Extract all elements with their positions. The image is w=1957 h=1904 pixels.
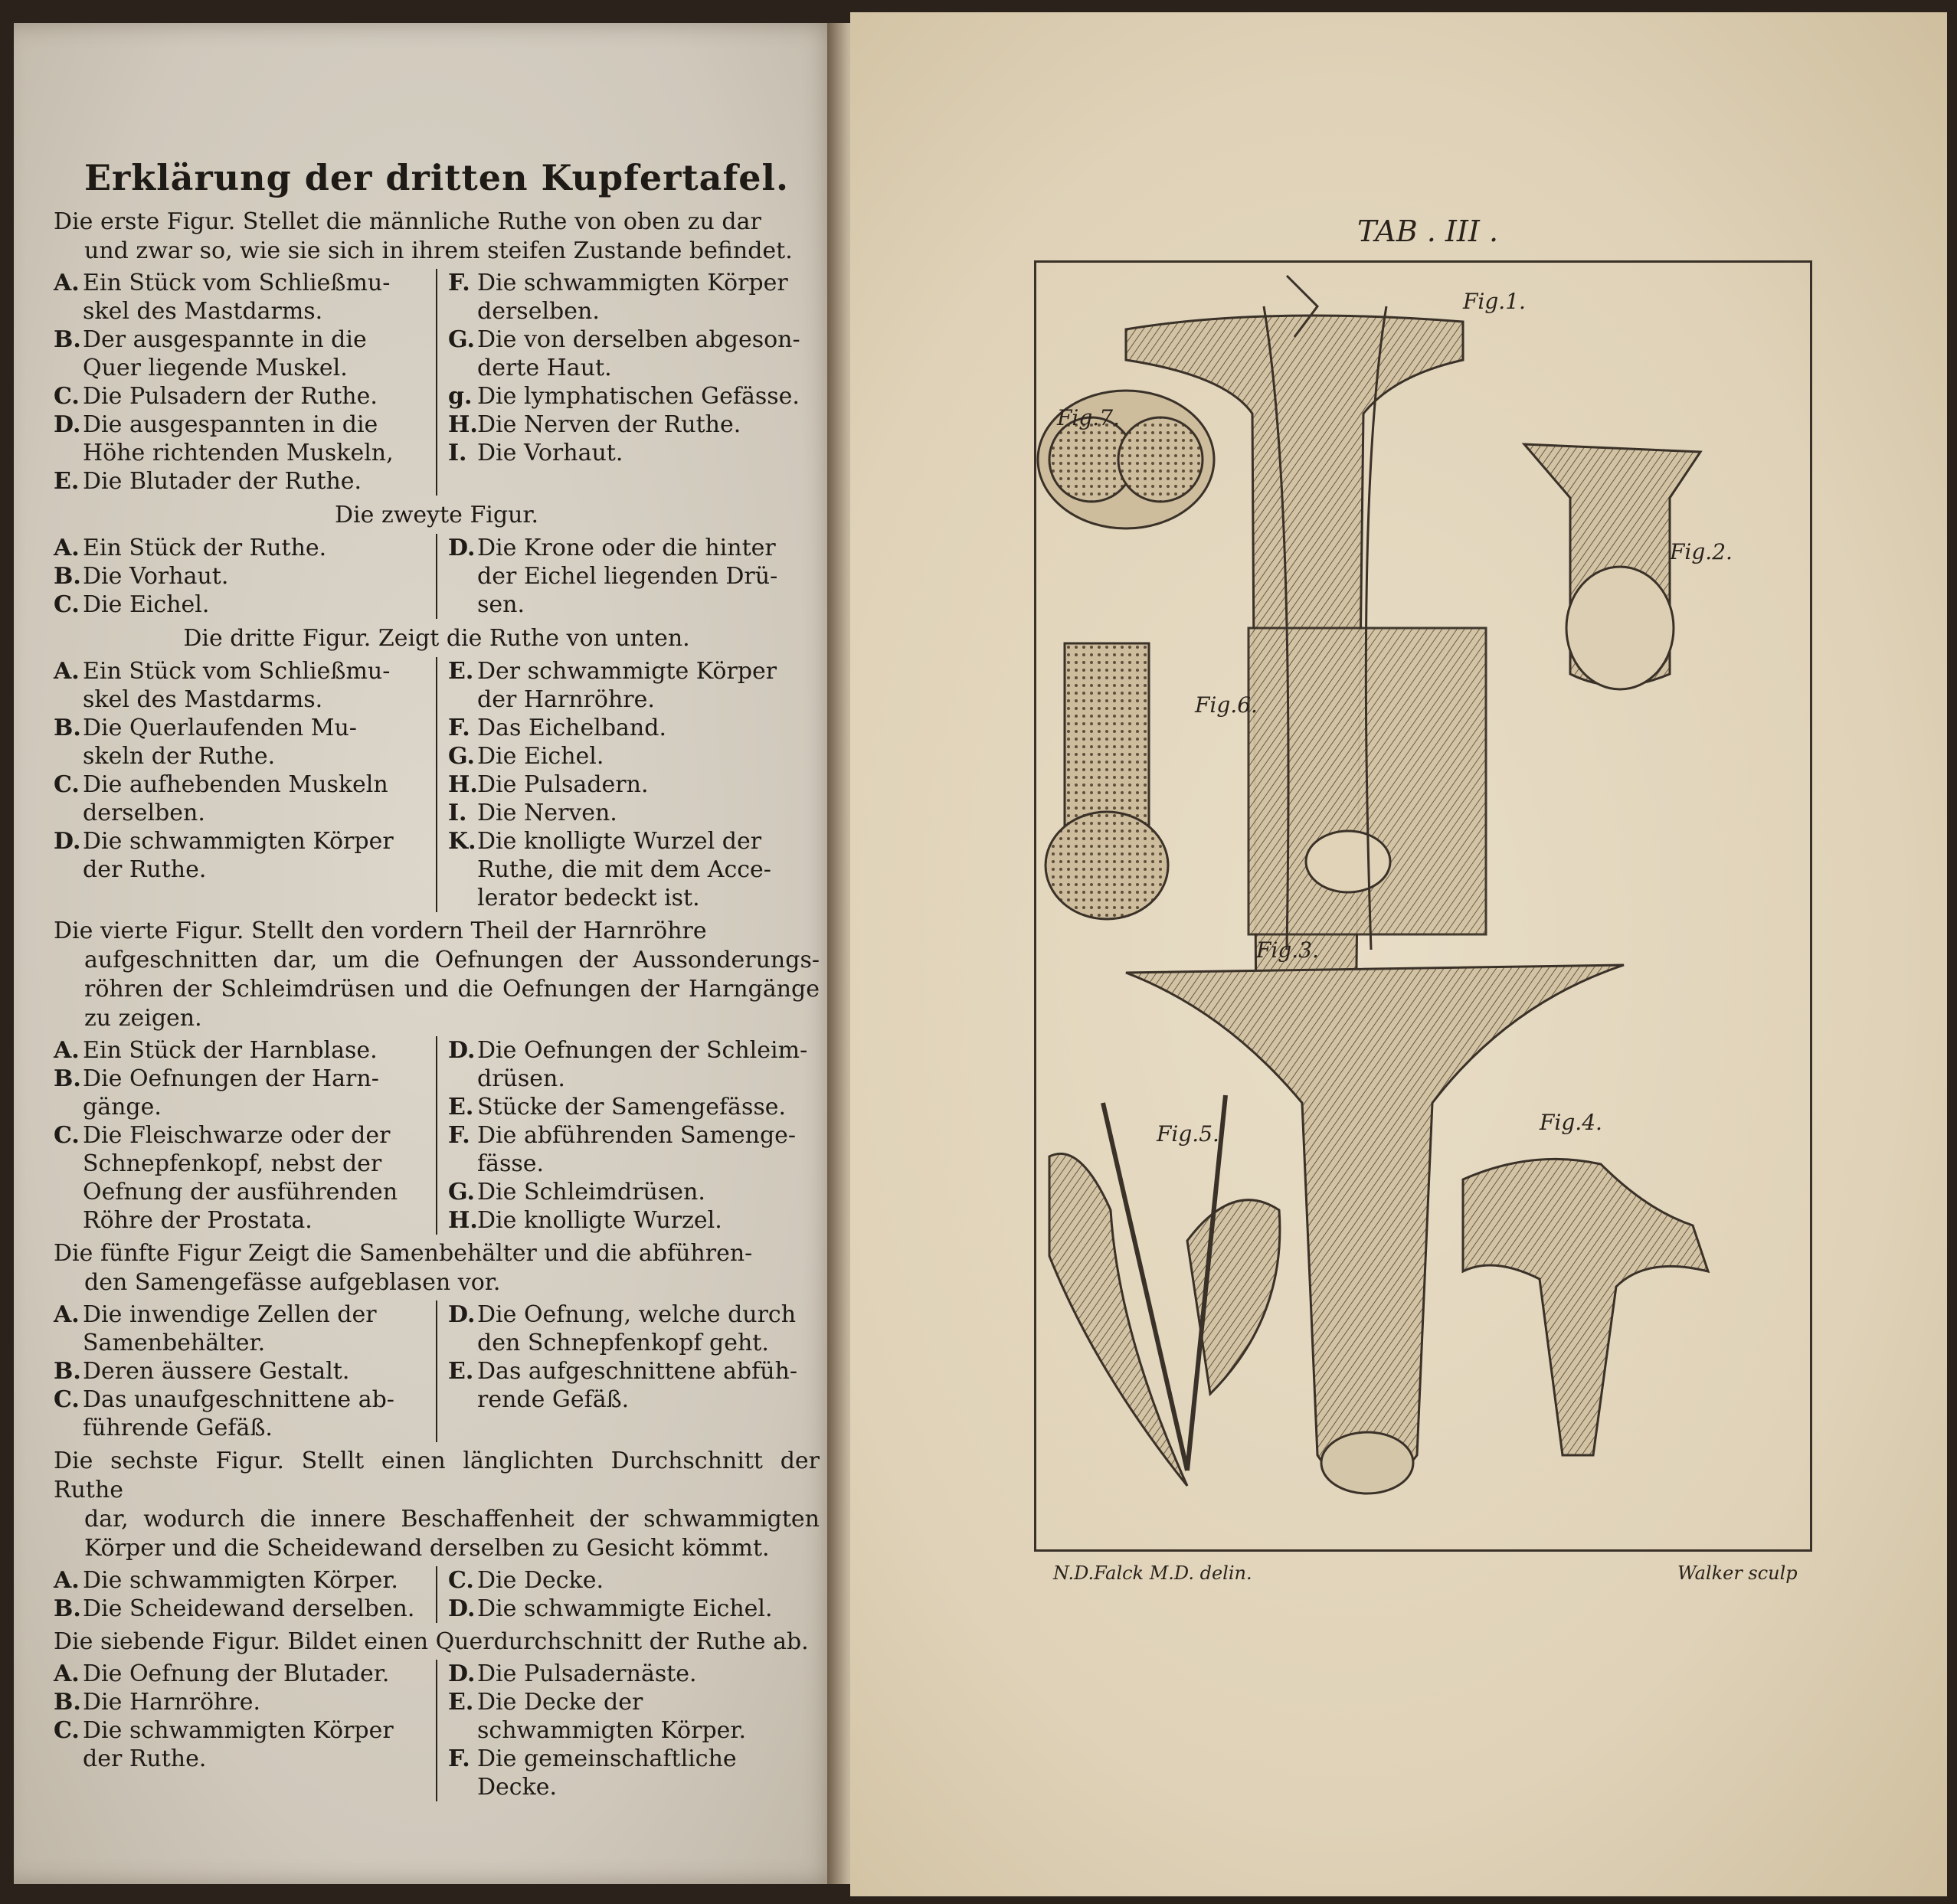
legend-key: G. xyxy=(448,326,475,353)
legend-text: Die Eichel. xyxy=(477,743,604,770)
legend-text: Die ausgespannten in die Höhe richtenden Muskeln, xyxy=(83,411,394,466)
legend-key: C. xyxy=(54,591,80,618)
fig5-intro xyxy=(54,1239,820,1297)
legend-text: Die abführenden Samenge- fässe. xyxy=(477,1122,797,1177)
fig6-legend xyxy=(54,1566,820,1623)
fig1-legend xyxy=(54,269,820,496)
legend-key: D. xyxy=(448,1037,476,1064)
legend-key: F. xyxy=(448,270,470,296)
legend-text: Die schwammigten Körper derselben. xyxy=(477,270,788,325)
legend-key: F. xyxy=(448,1745,470,1772)
legend-text: Ein Stück der Ruthe. xyxy=(83,535,327,561)
legend-entry xyxy=(54,714,425,770)
legend-text: Ein Stück vom Schließmu- skel des Mastdarms. xyxy=(83,658,391,713)
legend-text: Die Oefnung, welche durch den Schnepfenkopf geht. xyxy=(477,1301,797,1356)
fig5-caption: Fig.5. xyxy=(1157,1121,1219,1147)
fig6-caption: Fig.6. xyxy=(1195,692,1258,718)
legend-key: A. xyxy=(54,1660,80,1687)
legend-entry xyxy=(54,326,425,382)
legend-key: A. xyxy=(54,658,80,685)
legend-entry xyxy=(448,1121,820,1178)
legend-entry xyxy=(54,467,425,496)
legend-entry xyxy=(448,1745,820,1801)
legend-entry xyxy=(448,770,820,799)
legend-entry xyxy=(54,1566,425,1595)
fig6-legend-right xyxy=(437,1566,820,1623)
fig1-legend-left xyxy=(54,269,437,496)
legend-entry xyxy=(448,1595,820,1623)
fig4-legend-left xyxy=(54,1036,437,1235)
legend-text: Die Schleimdrüsen. xyxy=(477,1179,705,1206)
legend-text: Die schwammigten Körper. xyxy=(83,1567,398,1594)
legend-key: C. xyxy=(448,1567,474,1594)
legend-text: Stücke der Samengefässe. xyxy=(477,1094,787,1120)
legend-entry xyxy=(54,562,425,591)
legend-key: E. xyxy=(448,1358,474,1385)
legend-entry xyxy=(448,827,820,912)
legend-entry xyxy=(448,1036,820,1093)
legend-key: A. xyxy=(54,1037,80,1064)
legend-text: Die Pulsadern der Ruthe. xyxy=(83,383,378,410)
legend-entry xyxy=(54,1065,425,1121)
fig1-legend-right xyxy=(437,269,820,496)
legend-entry xyxy=(54,827,425,884)
legend-text: Die Eichel. xyxy=(83,591,210,618)
legend-entry xyxy=(54,1660,425,1688)
legend-key: E. xyxy=(54,468,80,495)
page-title: Erklärung der dritten Kupfertafel. xyxy=(84,157,789,198)
legend-key: F. xyxy=(448,715,470,741)
legend-text: Die Oefnung der Blutader. xyxy=(83,1660,390,1687)
legend-entry xyxy=(54,1357,425,1385)
legend-entry xyxy=(54,1300,425,1357)
legend-text: Das Eichelband. xyxy=(477,715,666,741)
legend-entry xyxy=(54,269,425,326)
figure-5-drawing xyxy=(1049,1095,1280,1486)
legend-entry xyxy=(54,591,425,619)
fig6-intro-line2: dar, wodurch die innere Beschaffenheit der schwammigten Körper und die Scheidewand derselben zu Gesicht kömmt. xyxy=(84,1506,820,1562)
legend-entry xyxy=(448,439,820,467)
fig7-legend-left xyxy=(54,1660,437,1801)
fig4-intro xyxy=(54,917,820,1033)
legend-key: B. xyxy=(54,563,81,590)
legend-key: I. xyxy=(448,440,467,466)
fig7-intro: Die siebende Figur. Bildet einen Querdurchschnitt der Ruthe ab. xyxy=(54,1628,809,1655)
fig2-legend xyxy=(54,534,820,619)
fig5-legend xyxy=(54,1300,820,1442)
fig6-legend-left xyxy=(54,1566,437,1623)
legend-entry xyxy=(448,1688,820,1745)
legend-key: B. xyxy=(54,1358,81,1385)
legend-key: E. xyxy=(448,1689,474,1716)
legend-entry xyxy=(448,742,820,770)
fig3-legend-right xyxy=(437,657,820,912)
fig3-caption: Fig.3. xyxy=(1256,937,1319,963)
legend-key: B. xyxy=(54,715,81,741)
legend-entry xyxy=(54,1716,425,1773)
legend-key: C. xyxy=(54,383,80,410)
legend-key: D. xyxy=(448,1301,476,1328)
legend-text: Die Blutader der Ruthe. xyxy=(83,468,362,495)
figure-4-drawing xyxy=(1463,1159,1708,1455)
legend-entry xyxy=(448,1566,820,1595)
legend-key: H. xyxy=(448,1207,478,1234)
figure-6-drawing xyxy=(1046,643,1168,919)
legend-text: Die lymphatischen Gefässe. xyxy=(477,383,800,410)
fig4-intro-line2: aufgeschnitten dar, um die Oefnungen der Aussonderungs- röhren der Schleimdrüsen und die Oefnungen der Harngänge zu zeigen. xyxy=(84,947,820,1032)
fig6-intro-line1: Die sechste Figur. Stellt einen länglichten Durchschnitt der Ruthe xyxy=(54,1448,820,1503)
figure-1-drawing xyxy=(1126,276,1486,1026)
legend-text: Die von derselben abgeson- derte Haut. xyxy=(477,326,800,381)
legend-text: Die schwammigte Eichel. xyxy=(477,1595,773,1622)
legend-text: Die Pulsadern. xyxy=(477,771,649,798)
anatomical-plate-illustration xyxy=(1034,260,1808,1547)
legend-key: B. xyxy=(54,1689,81,1716)
legend-key: F. xyxy=(448,1122,470,1149)
legend-text: Die Krone oder die hinter der Eichel liegenden Drü- sen. xyxy=(477,535,778,618)
legend-key: E. xyxy=(448,1094,474,1120)
legend-entry xyxy=(448,657,820,714)
legend-entry xyxy=(54,411,425,467)
legend-entry xyxy=(448,1357,820,1414)
fig5-intro-line1: Die fünfte Figur Zeigt die Samenbehälter und die abführen- xyxy=(54,1240,753,1267)
legend-text: Ein Stück vom Schließmu- skel des Mastdarms. xyxy=(83,270,391,325)
legend-key: K. xyxy=(448,828,476,855)
legend-key: G. xyxy=(448,1179,475,1206)
fig3-heading: Die dritte Figur. Zeigt die Ruthe von unten. xyxy=(183,625,690,652)
legend-key: C. xyxy=(54,1122,80,1149)
legend-text: Die Nerven. xyxy=(477,800,617,826)
legend-entry xyxy=(54,1036,425,1065)
legend-entry xyxy=(54,770,425,827)
legend-entry xyxy=(54,1595,425,1623)
legend-key: B. xyxy=(54,326,81,353)
legend-key: D. xyxy=(448,535,476,561)
fig5-intro-line2: den Samengefässe aufgeblasen vor. xyxy=(84,1269,501,1296)
legend-entry xyxy=(448,1660,820,1688)
legend-key: H. xyxy=(448,771,478,798)
legend-text: Die inwendige Zellen der Samenbehälter. xyxy=(83,1301,377,1356)
legend-text: Die schwammigten Körper der Ruthe. xyxy=(83,1717,394,1772)
explanation-text xyxy=(54,157,820,1806)
legend-key: C. xyxy=(54,1717,80,1744)
delineator-credit: N.D.Falck M.D. delin. xyxy=(1053,1562,1252,1584)
legend-key: I. xyxy=(448,800,467,826)
legend-text: Die Decke. xyxy=(477,1567,604,1594)
fig4-legend-right xyxy=(437,1036,820,1235)
fig1-intro-line1: Die erste Figur. Stellet die männliche Ruthe von oben zu dar xyxy=(54,208,761,235)
legend-text: Die Querlaufenden Mu- skeln der Ruthe. xyxy=(83,715,357,770)
legend-key: D. xyxy=(448,1595,476,1622)
legend-key: E. xyxy=(448,658,474,685)
fig7-legend xyxy=(54,1660,820,1801)
legend-entry xyxy=(448,326,820,382)
legend-entry xyxy=(448,1206,820,1235)
legend-key: A. xyxy=(54,1567,80,1594)
legend-key: B. xyxy=(54,1065,81,1092)
legend-text: Die knolligte Wurzel. xyxy=(477,1207,722,1234)
legend-entry xyxy=(448,534,820,619)
legend-entry xyxy=(54,534,425,562)
legend-text: Die Harnröhre. xyxy=(83,1689,261,1716)
legend-key: D. xyxy=(54,411,81,438)
legend-text: Das aufgeschnittene abfüh- rende Gefäß. xyxy=(477,1358,798,1413)
legend-text: Ein Stück der Harnblase. xyxy=(83,1037,378,1064)
legend-entry xyxy=(448,411,820,439)
legend-text: Der schwammigte Körper der Harnröhre. xyxy=(477,658,777,713)
legend-text: Die knolligte Wurzel der Ruthe, die mit dem Acce- lerator bedeckt ist. xyxy=(477,828,771,911)
legend-text: Die Fleischwarze oder der Schnepfenkopf, nebst der Oefnung der ausführenden Röhre der Prostata. xyxy=(83,1122,398,1234)
legend-key: D. xyxy=(448,1660,476,1687)
fig2-heading: Die zweyte Figur. xyxy=(335,502,538,528)
legend-text: Die Oefnungen der Harn- gänge. xyxy=(83,1065,379,1120)
legend-entry xyxy=(54,657,425,714)
legend-key: B. xyxy=(54,1595,81,1622)
legend-key: H. xyxy=(448,411,478,438)
legend-key: D. xyxy=(54,828,81,855)
fig3-legend-left xyxy=(54,657,437,912)
fig2-legend-left xyxy=(54,534,437,619)
fig6-intro xyxy=(54,1447,820,1563)
legend-key: A. xyxy=(54,270,80,296)
fig4-caption: Fig.4. xyxy=(1540,1110,1602,1135)
legend-entry xyxy=(448,382,820,411)
fig5-legend-right xyxy=(437,1300,820,1442)
fig2-legend-right xyxy=(437,534,820,619)
legend-text: Die Vorhaut. xyxy=(83,563,229,590)
legend-text: Die Nerven der Ruthe. xyxy=(477,411,741,438)
legend-text: Die Scheidewand derselben. xyxy=(83,1595,415,1622)
legend-text: Die schwammigten Körper der Ruthe. xyxy=(83,828,394,883)
legend-text: Deren äussere Gestalt. xyxy=(83,1358,350,1385)
legend-text: Die Decke der schwammigten Körper. xyxy=(477,1689,746,1744)
legend-text: Der ausgespannte in die Quer liegende Muskel. xyxy=(83,326,367,381)
legend-entry xyxy=(54,1385,425,1442)
fig3-legend xyxy=(54,657,820,912)
legend-entry xyxy=(448,1178,820,1206)
plate-title: TAB . III . xyxy=(1357,214,1499,248)
legend-entry xyxy=(448,269,820,326)
legend-entry xyxy=(54,382,425,411)
legend-key: C. xyxy=(54,1386,80,1413)
legend-key: C. xyxy=(54,771,80,798)
legend-text: Die Oefnungen der Schleim- drüsen. xyxy=(477,1037,808,1092)
legend-text: Die Vorhaut. xyxy=(477,440,623,466)
fig7-caption: Fig.7. xyxy=(1057,405,1120,430)
legend-text: Das unaufgeschnittene ab- führende Gefäß. xyxy=(83,1386,394,1441)
legend-entry xyxy=(448,714,820,742)
fig4-legend xyxy=(54,1036,820,1235)
figure-2-drawing xyxy=(1524,444,1700,689)
legend-key: g. xyxy=(448,383,473,410)
fig7-legend-right xyxy=(437,1660,820,1801)
legend-entry xyxy=(448,1093,820,1121)
fig2-caption: Fig.2. xyxy=(1670,539,1733,564)
legend-entry xyxy=(448,799,820,827)
legend-entry xyxy=(54,1121,425,1235)
legend-text: Die Pulsadernäste. xyxy=(477,1660,697,1687)
legend-text: Die gemeinschaftliche Decke. xyxy=(477,1745,737,1801)
legend-entry xyxy=(448,1300,820,1357)
fig1-intro xyxy=(54,208,820,266)
legend-key: G. xyxy=(448,743,475,770)
legend-entry xyxy=(54,1688,425,1716)
fig1-caption: Fig.1. xyxy=(1463,289,1526,314)
fig4-intro-line1: Die vierte Figur. Stellt den vordern Theil der Harnröhre xyxy=(54,918,707,944)
legend-key: A. xyxy=(54,535,80,561)
engraver-credit: Walker sculp xyxy=(1677,1562,1798,1584)
legend-text: Die aufhebenden Muskeln derselben. xyxy=(83,771,388,826)
fig5-legend-left xyxy=(54,1300,437,1442)
legend-key: A. xyxy=(54,1301,80,1328)
fig1-intro-line2: und zwar so, wie sie sich in ihrem steifen Zustande befindet. xyxy=(84,237,793,264)
